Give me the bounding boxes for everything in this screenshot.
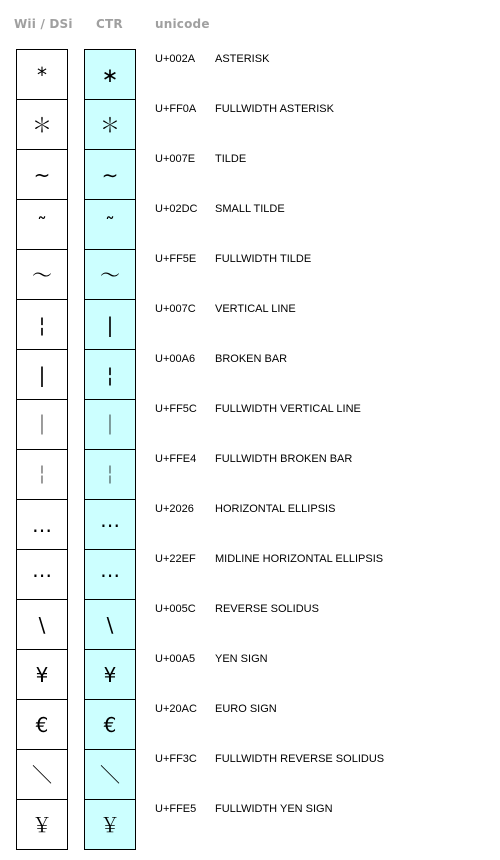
unicode-character-name: FULLWIDTH REVERSE SOLIDUS [215, 753, 385, 765]
ctr-glyph-cell: ∗ [85, 50, 135, 100]
unicode-character-name: MIDLINE HORIZONTAL ELLIPSIS [215, 553, 384, 565]
wii-glyph-cell: ＊ [17, 100, 67, 150]
unicode-character-name: EURO SIGN [215, 703, 277, 715]
unicode-character-name: REVERSE SOLIDUS [215, 603, 319, 615]
ctr-glyph-cell: ¥ [85, 650, 135, 700]
unicode-info-column [155, 49, 485, 849]
wii-glyph-cell: ｜ [17, 400, 67, 450]
wii-glyph-column [16, 49, 68, 850]
unicode-row [155, 549, 485, 599]
ctr-glyph-column [84, 49, 136, 850]
unicode-row [155, 249, 485, 299]
ctr-glyph-cell: ￥ [85, 800, 135, 850]
unicode-codepoint: U+20AC [155, 703, 197, 715]
ctr-glyph-cell: \ [85, 600, 135, 650]
unicode-row [155, 799, 485, 849]
unicode-codepoint: U+FF5E [155, 253, 197, 265]
unicode-codepoint: U+2026 [155, 503, 194, 515]
unicode-row [155, 99, 485, 149]
wii-glyph-cell: * [17, 50, 67, 100]
unicode-character-name: SMALL TILDE [215, 203, 285, 215]
unicode-character-name: YEN SIGN [215, 653, 268, 665]
wii-glyph-cell: ⋯ [17, 550, 67, 600]
unicode-codepoint: U+FFE5 [155, 803, 197, 815]
ctr-glyph-cell: ∼ [85, 150, 135, 200]
ctr-glyph-cell: ｜ [85, 400, 135, 450]
unicode-codepoint: U+00A5 [155, 653, 196, 665]
ctr-glyph-cell: ¦ [85, 350, 135, 400]
unicode-row [155, 449, 485, 499]
unicode-character-name: FULLWIDTH BROKEN BAR [215, 453, 353, 465]
unicode-row [155, 699, 485, 749]
ctr-glyph-cell: ＊ [85, 100, 135, 150]
unicode-character-name: HORIZONTAL ELLIPSIS [215, 503, 336, 515]
unicode-codepoint: U+FF3C [155, 753, 197, 765]
wii-glyph-cell: ～ [17, 250, 67, 300]
unicode-character-name: FULLWIDTH ASTERISK [215, 103, 334, 115]
unicode-row [155, 49, 485, 99]
unicode-codepoint: U+007C [155, 303, 196, 315]
wii-glyph-cell: € [17, 700, 67, 750]
wii-glyph-cell: ＼ [17, 750, 67, 800]
unicode-codepoint: U+FFE4 [155, 453, 197, 465]
header-wii-dsi: Wii / DSi [14, 17, 73, 31]
wii-glyph-cell: ~ [17, 150, 67, 200]
unicode-row [155, 149, 485, 199]
unicode-character-name: ASTERISK [215, 53, 270, 65]
header-ctr: CTR [96, 17, 123, 31]
unicode-codepoint: U+005C [155, 603, 196, 615]
unicode-codepoint: U+00A6 [155, 353, 196, 365]
ctr-glyph-cell: | [85, 300, 135, 350]
ctr-glyph-cell: ˜ [85, 200, 135, 250]
header-unicode: unicode [155, 17, 210, 31]
unicode-character-name: FULLWIDTH YEN SIGN [215, 803, 333, 815]
unicode-row [155, 299, 485, 349]
ctr-glyph-cell: ～ [85, 250, 135, 300]
wii-glyph-cell: | [17, 350, 67, 400]
ctr-glyph-cell: ⋯ [85, 550, 135, 600]
unicode-character-name: VERTICAL LINE [215, 303, 296, 315]
ctr-glyph-cell: ＼ [85, 750, 135, 800]
unicode-character-name: TILDE [215, 153, 247, 165]
unicode-codepoint: U+FF5C [155, 403, 197, 415]
wii-glyph-cell: \ [17, 600, 67, 650]
unicode-row [155, 499, 485, 549]
unicode-row [155, 649, 485, 699]
wii-glyph-cell: … [17, 500, 67, 550]
ctr-glyph-cell: ⋯ [85, 500, 135, 550]
unicode-codepoint: U+FF0A [155, 103, 197, 115]
unicode-row [155, 749, 485, 799]
wii-glyph-cell: ¥ [17, 650, 67, 700]
unicode-codepoint: U+007E [155, 153, 196, 165]
wii-glyph-cell: ¦ [17, 300, 67, 350]
wii-glyph-cell: ￥ [17, 800, 67, 850]
wii-glyph-cell: ￤ [17, 450, 67, 500]
wii-glyph-cell: ˜ [17, 200, 67, 250]
unicode-codepoint: U+002A [155, 53, 196, 65]
ctr-glyph-cell: € [85, 700, 135, 750]
unicode-codepoint: U+02DC [155, 203, 198, 215]
unicode-character-name: BROKEN BAR [215, 353, 288, 365]
unicode-row [155, 599, 485, 649]
unicode-row [155, 399, 485, 449]
unicode-character-name: FULLWIDTH VERTICAL LINE [215, 403, 361, 415]
unicode-row [155, 199, 485, 249]
unicode-character-name: FULLWIDTH TILDE [215, 253, 312, 265]
ctr-glyph-cell: ￤ [85, 450, 135, 500]
unicode-row [155, 349, 485, 399]
unicode-codepoint: U+22EF [155, 553, 196, 565]
